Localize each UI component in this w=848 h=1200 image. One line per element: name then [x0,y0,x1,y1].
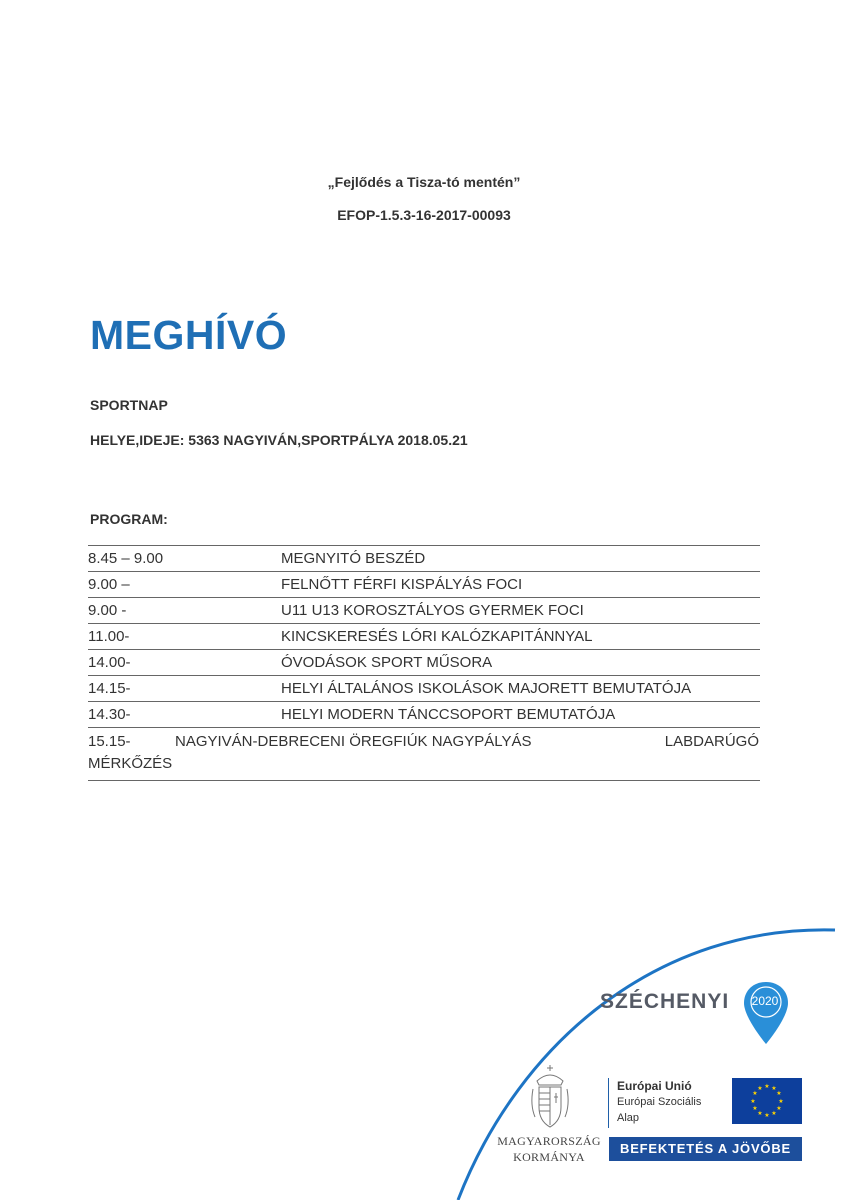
svg-text:★: ★ [764,1083,770,1090]
table-row [88,572,760,598]
project-code: EFOP-1.5.3-16-2017-00093 [337,207,511,223]
divider [608,1078,609,1128]
svg-text:★: ★ [764,1112,770,1119]
eu-flag-icon [732,1078,802,1124]
table-row [88,546,760,572]
szechenyi-logo-text: SZÉCHENYI [600,990,730,1013]
eu-fund-line2: Alap [617,1112,640,1124]
program-desc: KINCSKERESÉS LÓRI KALÓZKAPITÁNNYAL [281,628,593,645]
svg-text:★: ★ [771,1110,777,1117]
program-time: 14.00- [88,654,131,671]
program-desc: U11 U13 KOROSZTÁLYOS GYERMEK FOCI [281,602,584,619]
government-line1: MAGYARORSZÁG [497,1134,601,1148]
table-row [88,598,760,624]
event-place-time: HELYE,IDEJE: 5363 NAGYIVÁN,SPORTPÁLYA 2018.05.21 [90,432,468,448]
program-label: PROGRAM: [90,511,168,527]
program-desc: HELYI MODERN TÁNCCSOPORT BEMUTATÓJA [281,706,616,723]
program-time: 14.30- [88,706,131,723]
eu-fund-line1: Európai Szociális [617,1096,702,1108]
location-pin-icon [741,980,791,1046]
invest-banner: BEFEKTETÉS A JÖVŐBE [609,1137,802,1161]
page-title: MEGHÍVÓ [90,312,288,358]
program-desc: NAGYIVÁN-DEBRECENI ÖREGFIÚK NAGYPÁLYÁS [175,733,532,750]
program-time: 9.00 – [88,576,130,593]
program-desc: MÉRKŐZÉS [88,755,173,772]
table-row [88,728,760,781]
eu-name: Európai Unió [617,1079,692,1093]
table-row [88,650,760,676]
table-row [88,676,760,702]
table-row [88,624,760,650]
szechenyi-year: 2020 [751,994,779,1008]
svg-text:★: ★ [752,1090,758,1097]
program-time: 15.15- [88,733,131,750]
program-desc: ÓVODÁSOK SPORT MŰSORA [281,654,493,671]
svg-text:★: ★ [757,1085,763,1092]
program-time: 8.45 – 9.00 [88,550,164,567]
program-time: 14.15- [88,680,131,697]
coat-of-arms-icon [527,1063,573,1131]
program-desc: LABDARÚGÓ [664,733,759,750]
project-title: „Fejlődés a Tisza-tó mentén” [327,174,521,190]
program-desc: FELNŐTT FÉRFI KISPÁLYÁS FOCI [281,576,523,593]
government-line2: KORMÁNYA [513,1150,585,1164]
svg-text:★: ★ [752,1105,758,1112]
svg-text:★: ★ [776,1090,782,1097]
program-time: 11.00- [88,628,130,645]
program-time: 9.00 - [88,602,127,619]
program-desc: HELYI ÁLTALÁNOS ISKOLÁSOK MAJORETT BEMUTATÓJA [281,680,692,697]
svg-text:★: ★ [778,1098,784,1105]
program-table [88,545,760,781]
svg-text:★: ★ [776,1105,782,1112]
table-row [88,702,760,728]
program-desc: MEGNYITÓ BESZÉD [281,550,426,567]
svg-text:★: ★ [771,1085,777,1092]
svg-text:★: ★ [757,1110,763,1117]
svg-text:★: ★ [750,1098,756,1105]
event-name: SPORTNAP [90,397,168,413]
